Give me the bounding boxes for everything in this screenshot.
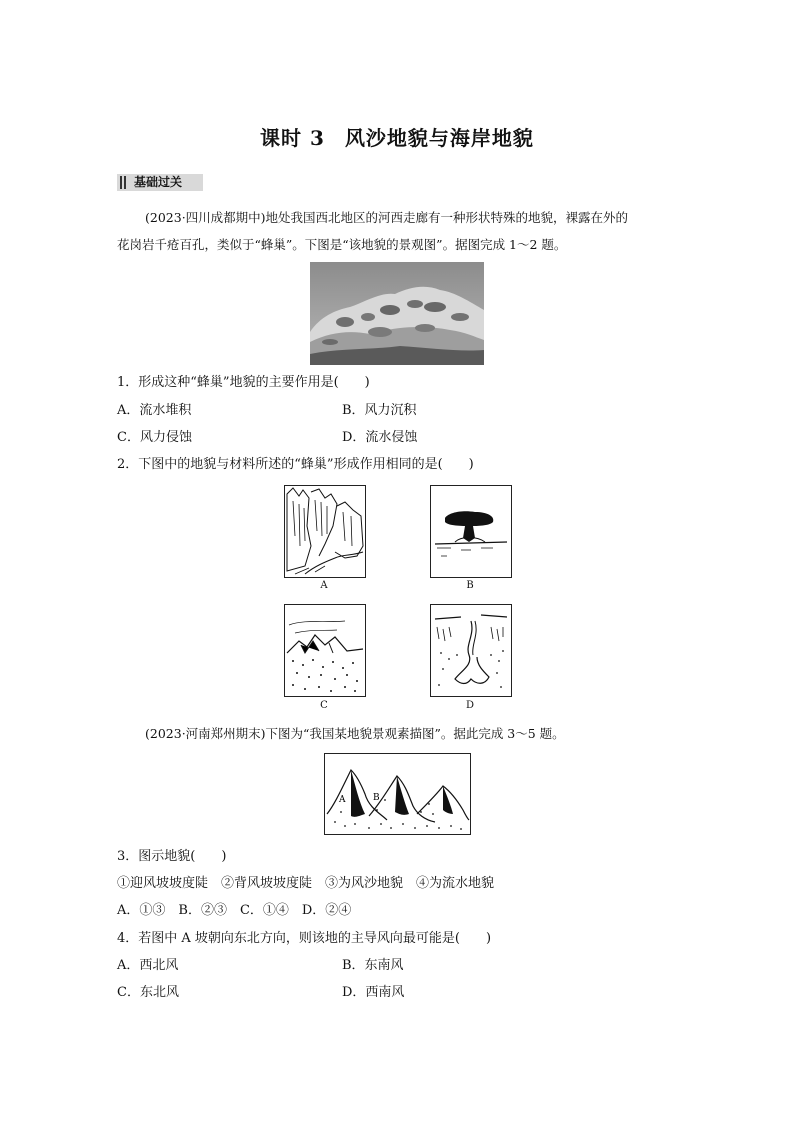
- sketch-a-canyon[interactable]: [284, 485, 366, 578]
- sketch-a-caption: A: [320, 580, 328, 591]
- q1-option-b[interactable]: B．风力沉积: [342, 403, 417, 418]
- sketch-b-mushroom-rock[interactable]: [430, 485, 512, 578]
- tag-bar-icon: [120, 176, 122, 189]
- q4-option-c[interactable]: C．东北风: [117, 985, 179, 1000]
- passage1-line1: [145, 209, 628, 227]
- lesson-topic: 风沙地貌与海岸地貌: [344, 126, 534, 150]
- q3-options[interactable]: A．①③ B．②③ C．①④ D．②④: [117, 903, 352, 918]
- dune-label-b: B: [373, 793, 380, 803]
- q4-option-b[interactable]: B．东南风: [342, 958, 404, 973]
- sketch-c-mountains[interactable]: [284, 604, 366, 697]
- page-title: [0, 122, 794, 151]
- passage2-source: (2023·河南郑州期末): [145, 726, 266, 741]
- question-3-stem: 3．图示地貌( ): [117, 849, 227, 864]
- sketch-d-caption: D: [465, 700, 475, 711]
- question-1-stem: 1．形成这种“蜂巢”地貌的主要作用是( ): [117, 375, 370, 390]
- sand-dune-sketch: [324, 753, 471, 835]
- section-tag-label: 基础过关: [134, 175, 183, 189]
- sketch-c-caption: C: [320, 700, 328, 711]
- q1-option-c[interactable]: C．风力侵蚀: [117, 430, 192, 445]
- question-4-stem: 4．若图中 A 坡朝向东北方向，则该地的主导风向最可能是( ): [117, 931, 492, 946]
- passage1-line2: 花岗岩千疮百孔，类似于“蜂巢”。下图是“该地貌的景观图”。据图完成 1～2 题。: [117, 237, 567, 252]
- tag-bar-icon: [124, 176, 126, 189]
- passage1-text1: 地处我国西北地区的河西走廊有一种形状特殊的地貌，裸露在外的: [265, 210, 629, 225]
- question-2-stem: 2．下图中的地貌与材料所述的“蜂巢”形成作用相同的是( ): [117, 457, 474, 472]
- q4-option-a[interactable]: A．西北风: [117, 958, 179, 973]
- q4-option-d[interactable]: D．西南风: [342, 985, 405, 1000]
- q1-option-d[interactable]: D．流水侵蚀: [342, 430, 418, 445]
- q1-option-a[interactable]: A．流水堆积: [117, 403, 192, 418]
- honeycomb-landform-photo: [310, 262, 484, 365]
- q3-statements: ①迎风坡坡度陡 ②背风坡坡度陡 ③为风沙地貌 ④为流水地貌: [117, 876, 495, 891]
- passage2-line: [145, 725, 565, 743]
- section-tag: [117, 174, 203, 191]
- passage2-text: 下图为“我国某地貌景观素描图”。据此完成 3～5 题。: [265, 726, 565, 741]
- dune-label-a: A: [339, 795, 346, 805]
- passage1-source: (2023·四川成都期中): [145, 210, 266, 225]
- sketch-d-river-delta[interactable]: [430, 604, 512, 697]
- sketch-b-caption: B: [466, 580, 474, 591]
- lesson-number: 课时 3: [260, 126, 325, 150]
